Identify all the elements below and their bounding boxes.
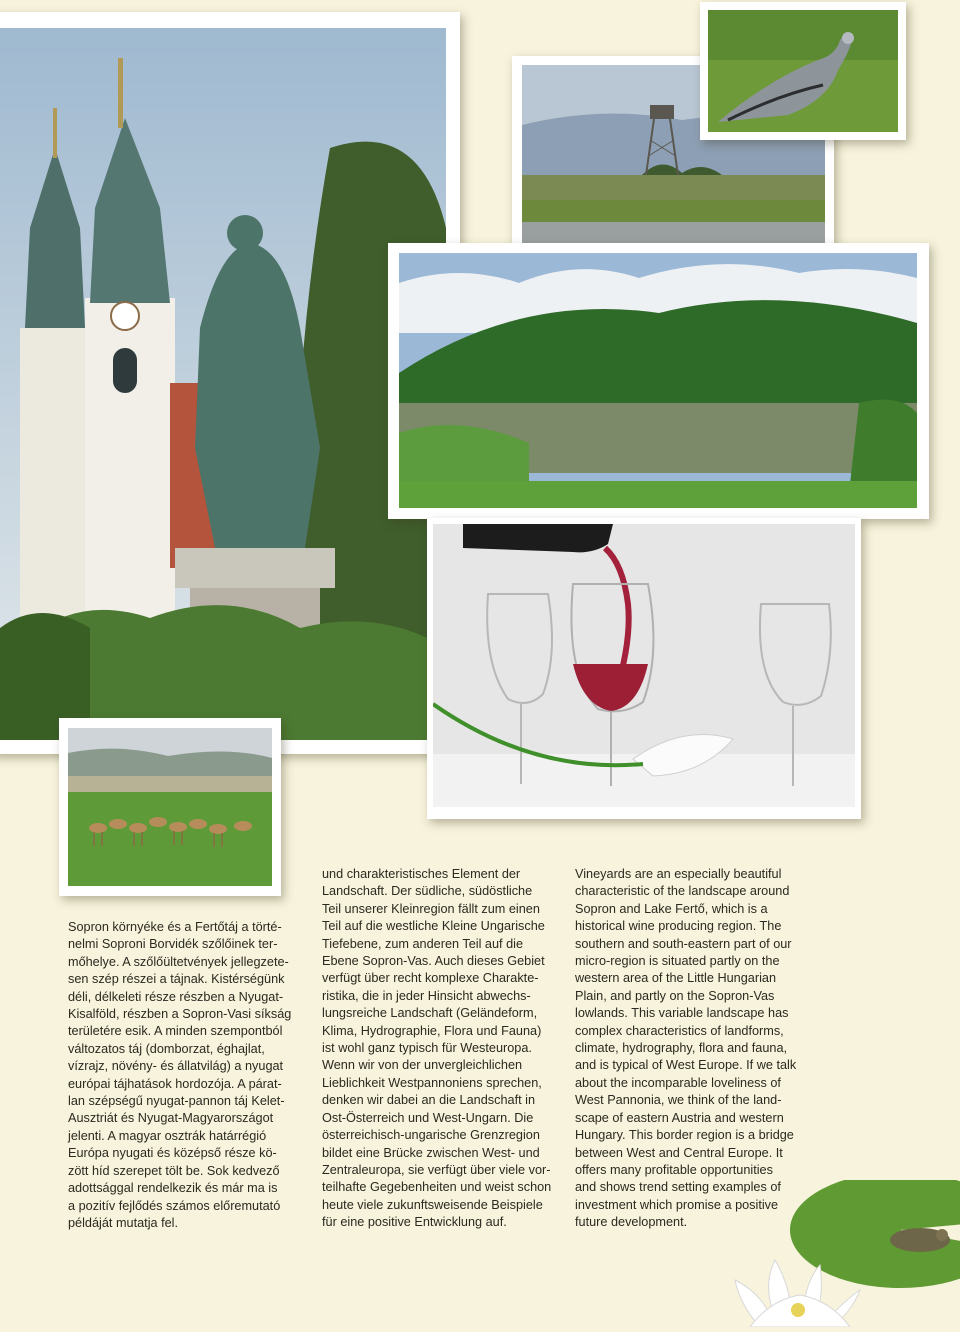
paragraph-english: Vineyards are an especially beautiful characteristic of the landscape around Sopron and Lake Fertő, which is a historical wine producing region. The southern and south-eastern part of our micro-region is situated partly on the western area of the Little Hungarian Plain, and partly on the Sopron-Vas lowlands. This variable landscape has complex characteristics of landforms, climate, hydrography, flora and fauna, and is typical of West Europe. If we talk about the incomparable loveliness of West Pannonia, we think of the land- scape of eastern Austria and western Hungary. This border region is a bridge between West and Central Europe. It offers many profitable opportunities and shows trend setting examples of investment which promise a positive future development.: [575, 867, 797, 1230]
church-statue-photo-icon: [0, 28, 446, 740]
deer-photo-icon: [68, 728, 272, 886]
bird-photo-icon: [708, 10, 898, 132]
column-english: [575, 866, 815, 1232]
photo-wine-pouring: [427, 518, 861, 819]
wine-glass-photo-icon: [433, 524, 855, 807]
paragraph-german: und charakteristisches Element der Landschaft. Der südliche, südöstliche Teil unserer Kleinregion fällt zum einen Teil auf die westliche Kleine Ungarische Tiefebene, zum anderen Teil auf die Ebene Sopron-Vas. Auch dieses Gebiet verfügt über recht komplexe Charakte- ristika, die in jeder Hinsicht abwechs- lungsreiche Landschaft (Geländeform, Klima, Hydrographie, Flora und Fauna) ist wohl ganz typisch für Westeuropa. Wenn wir von der unvergleichlichen Lieblichkeit Westpannoniens sprechen, denken wir dabei an die Landschaft in Ost-Österreich und West-Ungarn. Die österreichisch-ungarische Grenzregion bildet eine Brücke zwischen West- und Zentraleuropa, sie verfügt über viele vor- teilhafte Gegebenheiten und weist schon heute viele zukunftsweisende Beispiele für eine positive Entwicklung auf.: [322, 867, 552, 1230]
photo-deer-field: [59, 718, 281, 896]
photo-forest-lake: [388, 243, 929, 519]
photo-harrier-bird: [700, 2, 906, 140]
column-hungarian: [68, 919, 304, 1232]
paragraph-hungarian: Sopron környéke és a Fertőtáj a törté- nelmi Soproni Borvidék szőlőinek ter- mőhelye. A szőlőültetvények jellegzete- sen szép részei a tájnak. Kistérségünk déli, délkeleti része részben a Nyugat- Kisalföld, részben a Sopron-Vasi síkság területére esik. A minden szempontból változatos táj (domborzat, éghajlat, vízrajz, növény- és állatvilág) a nyugat európai tájhatások hordozója. A párat- lan szépségű nyugat-pannon táj Kelet- Ausztriát és Nyugat-Magyarországot jelenti. A magyar osztrák határrégió Európa nyugati és középső része kö- zött híd szerepet tölt be. Sok kedvező adottsággal rendelkezik és már ma is a pozitív fejlődés számos előremutató példáját mutatja fel.: [68, 920, 292, 1230]
lake-photo-icon: [399, 253, 917, 508]
column-german: [322, 866, 562, 1232]
